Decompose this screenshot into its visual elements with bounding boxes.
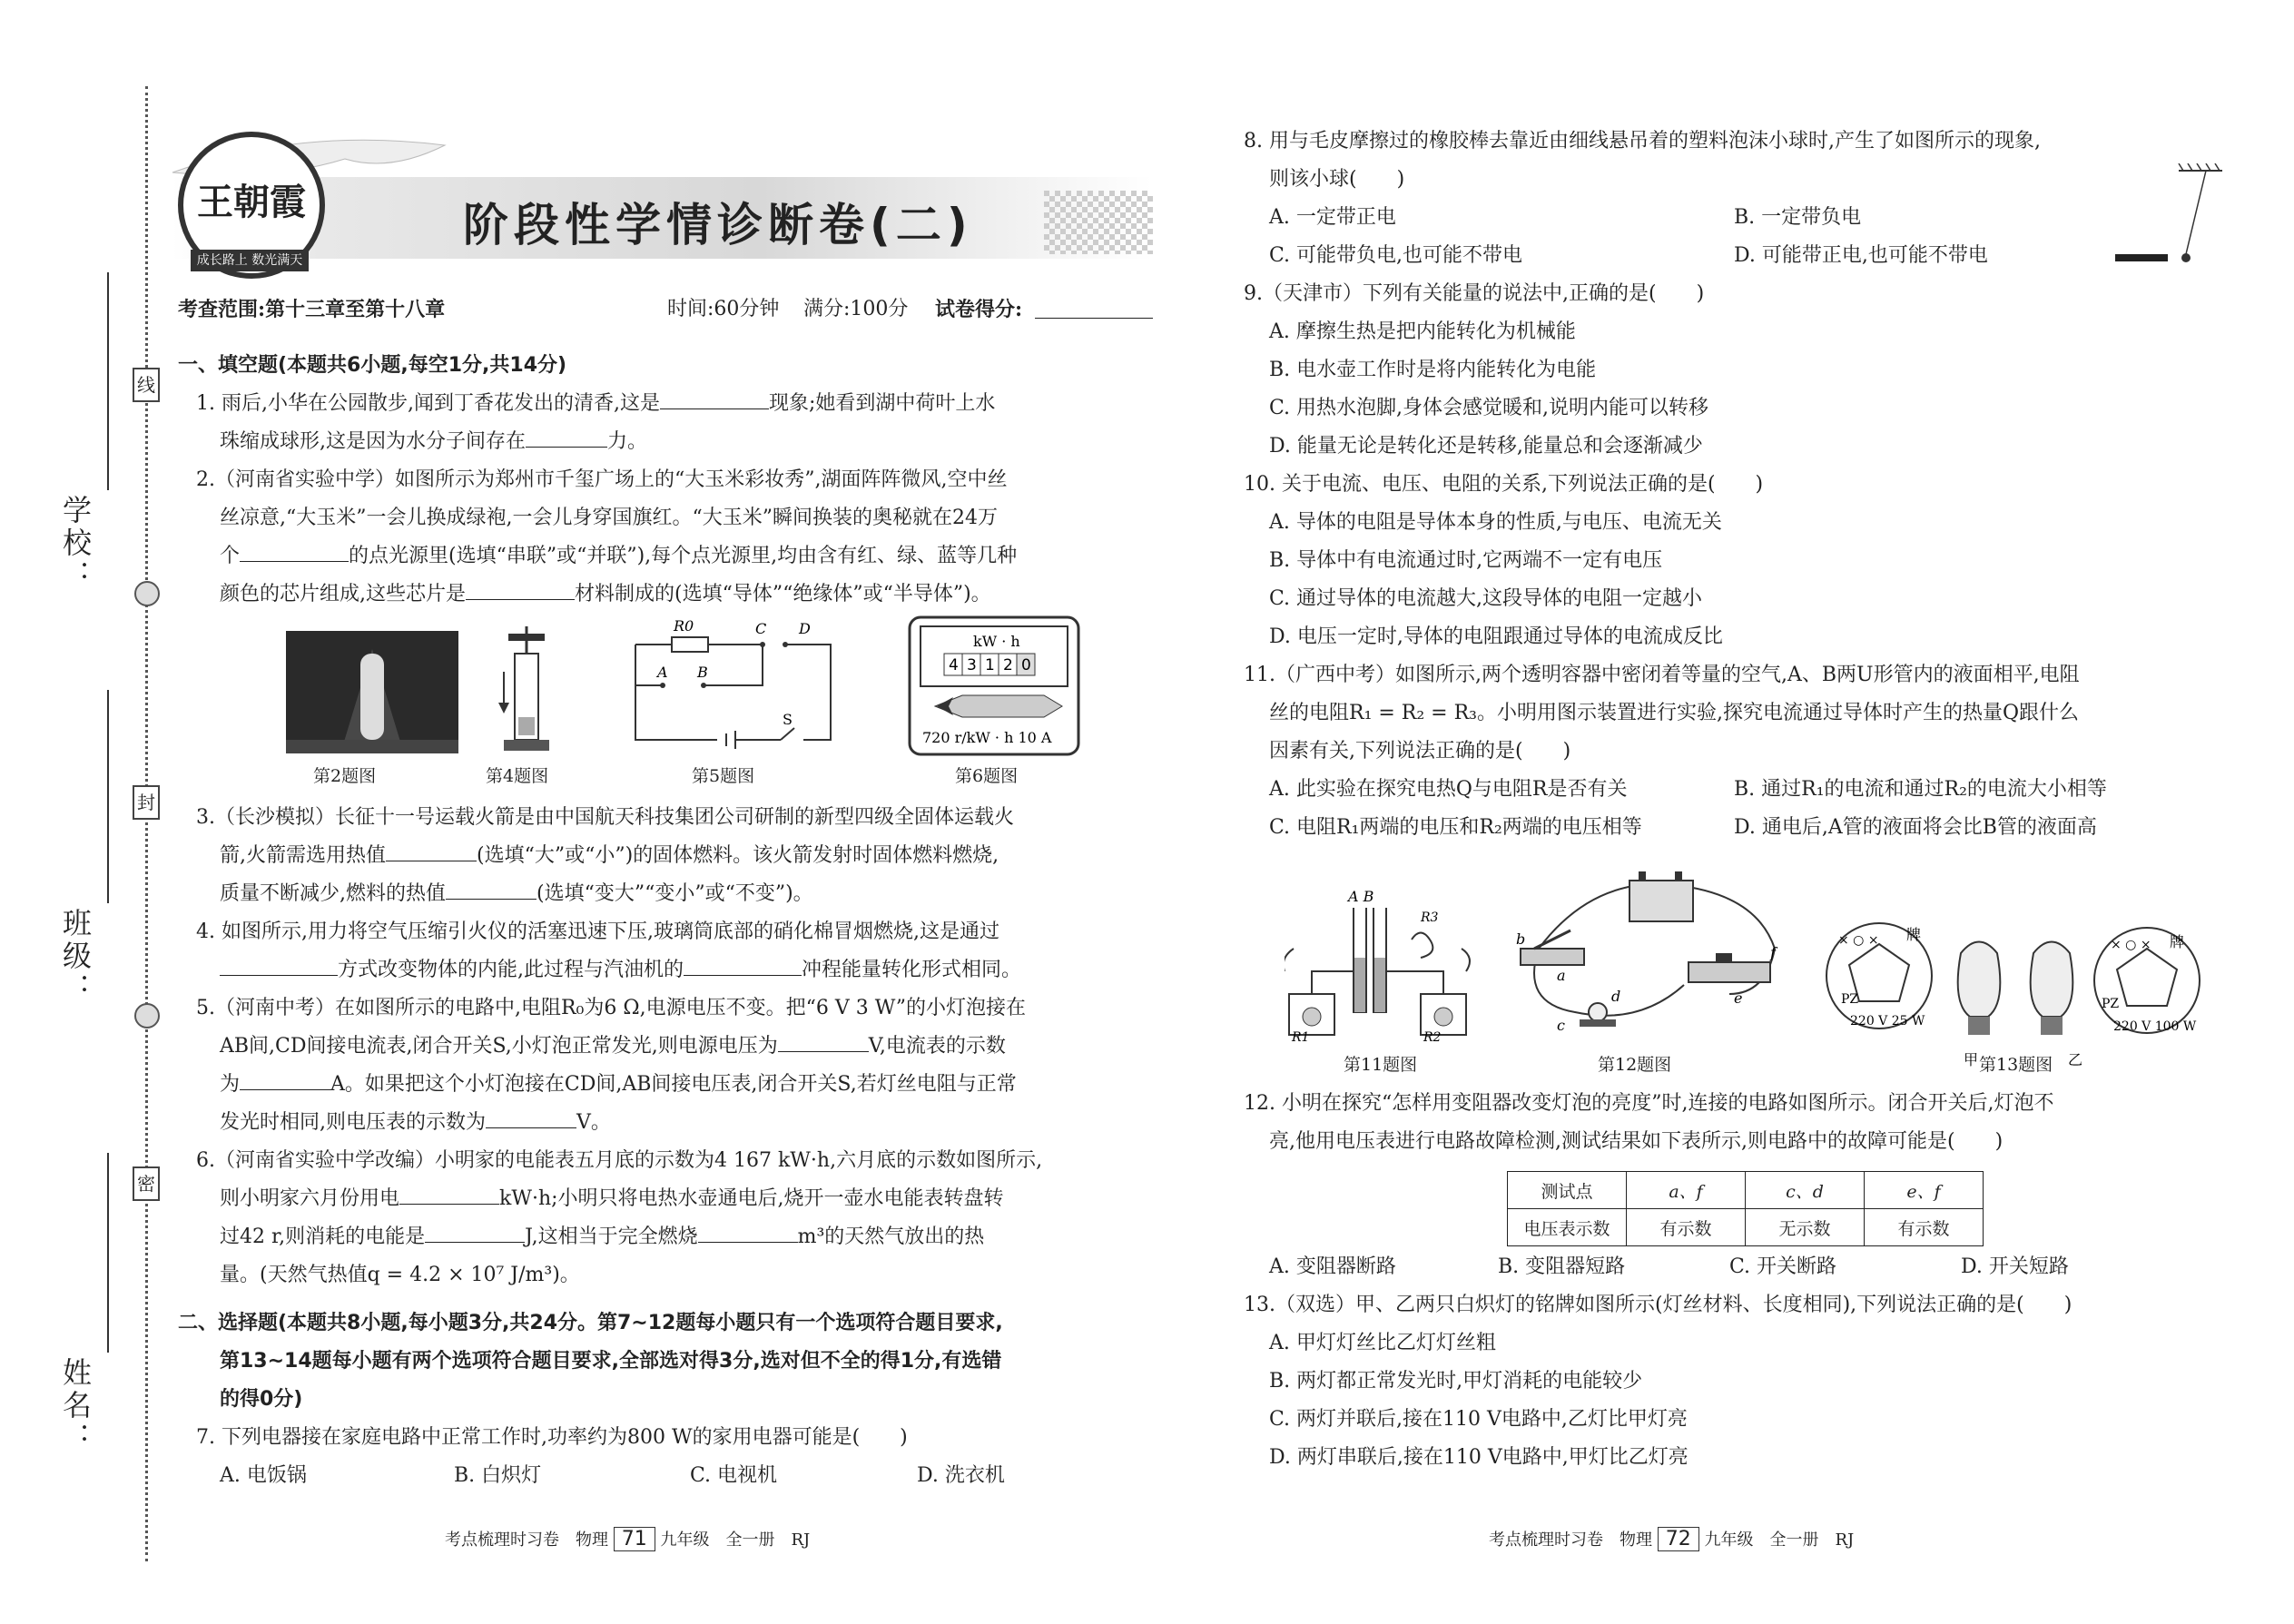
table-cell: c、d <box>1746 1172 1865 1209</box>
fig2-caption: 第2题图 <box>313 766 377 786</box>
school-label: 学校： <box>58 495 93 593</box>
question-4: 4. 如图所示,用力将空气压缩引火仪的活塞迅速下压,玻璃筒底部的硝化棉冒烟燃烧,这是通过 <box>196 920 999 943</box>
section-1-heading: 一、填空题(本题共6小题,每空1分,共14分) <box>178 354 567 377</box>
question-5-line2: AB间,CD间接电流表,闭合开关S,小灯泡正常发光,则电源电压为 V,电流表的示数 <box>220 1028 1006 1066</box>
fig12-rheostat-circuit <box>1502 858 1784 1039</box>
q4-blank-1[interactable] <box>220 951 338 976</box>
q10-option-b[interactable]: B. 导体中有电流通过时,它两端不一定有电压 <box>1269 549 1663 572</box>
question-3-line3: 质量不断减少,燃料的热值 (选填“变大”“变小”或“不变”)。 <box>220 875 813 913</box>
fig4-caption: 第4题图 <box>486 766 549 786</box>
question-9: 9.（天津市）下列有关能量的说法中,正确的是( ) <box>1244 282 1705 305</box>
q1-blank-2[interactable] <box>526 423 607 448</box>
logo-text: 王朝霞 <box>197 181 306 223</box>
q6-blank-2[interactable] <box>425 1218 525 1243</box>
q10-option-c[interactable]: C. 通过导体的电流越大,这段导体的电阻一定越小 <box>1269 587 1703 610</box>
section-2-heading-line3: 的得0分) <box>220 1388 303 1411</box>
q13-option-c[interactable]: C. 两灯并联后,接在110 V电路中,乙灯比甲灯亮 <box>1269 1408 1688 1431</box>
question-6: 6.（河南省实验中学改编）小明家的电能表五月底的示数为4 167 kW·h,六月底的示数如图所示, <box>196 1149 1043 1172</box>
table-row <box>1508 1209 1984 1246</box>
table-cell: e、f <box>1865 1172 1984 1209</box>
score-input-line[interactable] <box>1035 318 1153 319</box>
q12-option-a[interactable]: A. 变阻器断路 <box>1269 1255 1396 1278</box>
school-line[interactable] <box>107 272 109 490</box>
class-label: 班级： <box>58 908 93 1006</box>
q11-option-c[interactable]: C. 电阻R₁两端的电压和R₂两端的电压相等 <box>1269 816 1642 839</box>
fig13-label-jia: 甲 <box>1964 1051 1979 1068</box>
q2-blank-1[interactable] <box>240 537 349 562</box>
fig11-caption: 第11题图 <box>1344 1055 1418 1075</box>
page-number-71: 71 <box>614 1527 655 1551</box>
table-cell: a、f <box>1627 1172 1746 1209</box>
fig5-caption: 第5题图 <box>692 766 755 786</box>
q12-option-d[interactable]: D. 开关短路 <box>1961 1255 2069 1278</box>
q6-blank-3[interactable] <box>698 1218 798 1243</box>
q13-option-b[interactable]: B. 两灯都正常发光时,甲灯消耗的电能较少 <box>1269 1370 1643 1393</box>
footer-left: 考点梳理时习卷 物理 71 九年级 全一册 RJ <box>445 1528 811 1550</box>
q7-option-b[interactable]: B. 白炽灯 <box>454 1464 542 1487</box>
question-8-line2: 则该小球( ) <box>1269 168 1405 191</box>
exam-time: 时间:60分钟 <box>667 298 780 320</box>
fig12-label: c <box>1557 1017 1565 1034</box>
fig6-energy-meter <box>908 615 1080 756</box>
table-cell: 有示数 <box>1865 1209 1984 1246</box>
question-1: 1. 雨后,小华在公园散步,闻到丁香花发出的清香,这是 现象;她看到湖中荷叶上水 <box>196 385 995 423</box>
fig5-label-d: D <box>799 620 811 637</box>
q12-option-c[interactable]: C. 开关断路 <box>1729 1255 1837 1278</box>
question-1-line2: 珠缩成球形,这是因为水分子间存在 力。 <box>220 423 647 461</box>
fig5-label-c: C <box>755 620 767 637</box>
question-2-line3: 个 的点光源里(选填“串联”或“并联”),每个点光源里,均由含有红、绿、蓝等几种 <box>220 537 1017 576</box>
seal-mark-xian: 线 <box>133 368 160 402</box>
q5-blank-2[interactable] <box>240 1066 330 1090</box>
fig12-caption: 第12题图 <box>1598 1055 1672 1075</box>
fig5-circuit <box>626 617 844 753</box>
checker-decoration <box>1044 191 1153 254</box>
q12-option-b[interactable]: B. 变阻器短路 <box>1498 1255 1626 1278</box>
fig13-label-yi: 乙 <box>2068 1051 2083 1068</box>
fig6-digit: 3 <box>967 656 977 674</box>
q10-option-a[interactable]: A. 导体的电阻是导体本身的性质,与电压、电流无关 <box>1269 511 1722 534</box>
q4-blank-2[interactable] <box>684 951 802 976</box>
question-13: 13.（双选）甲、乙两只白炽灯的铭牌如图所示(灯丝材料、长度相同),下列说法正确的是( ) <box>1244 1294 2072 1316</box>
fig2-tower-photo <box>286 631 458 753</box>
question-3-line2: 箭,火箭需选用热值 (选填“大”或“小”)的固体燃料。该火箭发射时固体燃料燃烧, <box>220 837 999 875</box>
question-3: 3.（长沙模拟）长征十一号运载火箭是由中国航天科技集团公司研制的新型四级全固体运载火 <box>196 806 1014 829</box>
seal-mark-mi: 密 <box>133 1166 160 1201</box>
binding-line <box>145 86 148 1561</box>
fig6-unit: kW · h <box>973 633 1020 650</box>
question-5-line3: 为 A。如果把这个小灯泡接在CD间,AB间接电压表,闭合开关S,若灯丝电阻与正常 <box>220 1066 1017 1104</box>
fig12-label: a <box>1557 967 1566 984</box>
fig12-label: f <box>1770 944 1776 961</box>
fig5-label-r0: R0 <box>674 617 694 635</box>
section-2-heading: 二、选择题(本题共8小题,每小题3分,共24分。第7~12题每小题只有一个选项符合题目要求, <box>178 1312 1003 1334</box>
fig6-caption: 第6题图 <box>955 766 1019 786</box>
question-4-line2: 方式改变物体的内能,此过程与汽油机的 冲程能量转化形式相同。 <box>220 951 1021 989</box>
fig11-label-r3: R3 <box>1421 910 1439 925</box>
fig6-digit: 0 <box>1021 656 1031 674</box>
question-11-line2: 丝的电阻R₁ = R₂ = R₃。小明用图示装置进行实验,探究电流通过导体时产生的热量Q跟什么 <box>1269 702 2080 724</box>
question-12-line2: 亮,他用电压表进行电路故障检测,测试结果如下表所示,则电路中的故障可能是( ) <box>1269 1130 2004 1153</box>
fig5-label-s: S <box>783 711 793 728</box>
fig4-compression-igniter <box>495 626 558 753</box>
logo-banner: 成长路上 数光满天 <box>191 250 309 271</box>
q9-option-b[interactable]: B. 电水壶工作时是将内能转化为电能 <box>1269 359 1597 381</box>
q9-option-d[interactable]: D. 能量无论是转化还是转移,能量总和会逐渐减少 <box>1269 435 1703 458</box>
q13-option-a[interactable]: A. 甲灯灯丝比乙灯灯丝粗 <box>1269 1332 1496 1354</box>
q11-option-d[interactable]: D. 通电后,A管的液面将会比B管的液面高 <box>1734 816 2097 839</box>
q8-option-b[interactable]: B. 一定带负电 <box>1734 206 1862 229</box>
question-7: 7. 下列电器接在家庭电路中正常工作时,功率约为800 W的家用电器可能是( ) <box>196 1426 908 1449</box>
q1-blank-1[interactable] <box>660 385 769 409</box>
fig13-pai-1: 牌 <box>1906 926 1922 943</box>
q3-blank-2[interactable] <box>446 875 537 900</box>
footer-right: 考点梳理时习卷 物理 72 九年级 全一册 RJ <box>1489 1528 1855 1550</box>
question-2: 2.（河南省实验中学）如图所示为郑州市千玺广场上的“大玉米彩妆秀”,湖面阵阵微风,空中丝 <box>196 468 1008 491</box>
binding-hole-icon <box>134 581 160 606</box>
question-12: 12. 小明在探究“怎样用变阻器改变灯泡的亮度”时,连接的电路如图所示。闭合开关后,灯泡不 <box>1244 1092 2054 1115</box>
fig11-u-tube-apparatus <box>1285 885 1471 1044</box>
question-11: 11.（广西中考）如图所示,两个透明容器中密闭着等量的空气,A、B两U形管内的液面相平,电阻 <box>1244 664 2080 686</box>
q11-option-a[interactable]: A. 此实验在探究电热Q与电阻R是否有关 <box>1269 778 1628 801</box>
fig13-caption: 第13题图 <box>1979 1055 2053 1075</box>
table-cell: 有示数 <box>1627 1209 1746 1246</box>
fig13-pai-2: 牌 <box>2170 933 2185 950</box>
fig13-lamp1-spec: 220 V 25 W <box>1850 1014 1925 1029</box>
fig11-label-ab: A B <box>1348 888 1374 905</box>
fig6-digit: 4 <box>949 656 959 674</box>
question-6-line2: 则小明家六月份用电 kW·h;小明只将电热水壶通电后,烧开一壶水电能表转盘转 <box>220 1180 1004 1218</box>
question-6-line3: 过42 r,则消耗的电能是 J,这相当于完全燃烧 m³的天然气放出的热 <box>220 1218 984 1256</box>
question-5-line4: 发光时相同,则电压表的示数为 V。 <box>220 1104 611 1142</box>
question-2-line4: 颜色的芯片组成,这些芯片是 材料制成的(选填“导体”“绝缘体”或“半导体”)。 <box>220 576 991 614</box>
exam-scope: 考查范围:第十三章至第十八章 <box>178 298 446 321</box>
q2-blank-2[interactable] <box>466 576 575 600</box>
section-2-heading-line2: 第13~14题每小题有两个选项符合题目要求,全部选对得3分,选对但不全的得1分,有选错 <box>220 1350 1002 1373</box>
q7-option-c[interactable]: C. 电视机 <box>690 1464 778 1487</box>
q8-option-a[interactable]: A. 一定带正电 <box>1269 206 1396 229</box>
name-label: 姓名： <box>58 1357 93 1455</box>
fig12-label: b <box>1516 930 1526 948</box>
table-row <box>1508 1172 1984 1209</box>
fig6-digit: 1 <box>985 656 995 674</box>
question-6-line4: 量。(天然气热值q = 4.2 × 10⁷ J/m³)。 <box>220 1264 580 1286</box>
fig5-label-b: B <box>697 664 708 681</box>
q9-option-a[interactable]: A. 摩擦生热是把内能转化为机械能 <box>1269 320 1576 343</box>
fig12-label: d <box>1611 988 1621 1005</box>
exam-score-label: 试卷得分: <box>935 298 1023 321</box>
q8-option-d[interactable]: D. 可能带正电,也可能不带电 <box>1734 244 1988 267</box>
question-10: 10. 关于电流、电压、电阻的关系,下列说法正确的是( ) <box>1244 473 1764 496</box>
q8-option-c[interactable]: C. 可能带负电,也可能不带电 <box>1269 244 1523 267</box>
q13-option-d[interactable]: D. 两灯串联后,接在110 V电路中,甲灯比乙灯亮 <box>1269 1446 1689 1469</box>
q9-option-c[interactable]: C. 用热水泡脚,身体会感觉暖和,说明内能可以转移 <box>1269 397 1709 419</box>
fig13-lamp2-spec: 220 V 100 W <box>2113 1019 2197 1034</box>
q11-option-b[interactable]: B. 通过R₁的电流和通过R₂的电流大小相等 <box>1734 778 2107 801</box>
binding-hole-icon <box>134 1003 160 1029</box>
fig5-label-a: A <box>657 664 668 681</box>
fig12-label: e <box>1734 989 1743 1007</box>
table-cell: 测试点 <box>1508 1172 1627 1209</box>
seal-mark-feng: 封 <box>133 785 160 820</box>
table-cell: 电压表示数 <box>1508 1209 1627 1246</box>
fig13-bulb-nameplates <box>1825 912 2206 1071</box>
exam-full-score: 满分:100分 <box>803 298 909 320</box>
table-cell: 无示数 <box>1746 1209 1865 1246</box>
question-5: 5.（河南中考）在如图所示的电路中,电阻R₀为6 Ω,电源电压不变。把“6 V 3 W”的小灯泡接在 <box>196 997 1026 1019</box>
svg-text:× ○ ×: × ○ × <box>2111 938 2151 952</box>
q10-option-d[interactable]: D. 电压一定时,导体的电阻跟通过导体的电流成反比 <box>1269 625 1723 648</box>
question-2-line2: 丝凉意,“大玉米”一会儿换成绿袍,一会儿身穿国旗红。“大玉米”瞬间换装的奥秘就在24万 <box>220 507 998 529</box>
question-11-line3: 因素有关,下列说法正确的是( ) <box>1269 740 1571 763</box>
fig13-pz-2: PZ <box>2102 997 2120 1011</box>
fig11-label-r2: R2 <box>1423 1030 1442 1044</box>
q7-option-d[interactable]: D. 洗衣机 <box>917 1464 1005 1487</box>
class-line[interactable] <box>107 690 109 903</box>
question-8: 8. 用与毛皮摩擦过的橡胶棒去靠近由细线悬吊着的塑料泡沫小球时,产生了如图所示的现象, <box>1244 130 2041 153</box>
name-line[interactable] <box>107 1153 109 1353</box>
fig6-digit: 2 <box>1003 656 1013 674</box>
q7-option-a[interactable]: A. 电饭锅 <box>220 1464 307 1487</box>
fig6-spec: 720 r/kW · h 10 A <box>922 729 1052 746</box>
q3-blank-1[interactable] <box>386 837 477 861</box>
q5-blank-1[interactable] <box>778 1028 869 1052</box>
fig8-suspended-ball <box>2115 163 2224 268</box>
page-title: 阶段性学情诊断卷(二) <box>463 199 973 251</box>
page-number-72: 72 <box>1658 1527 1699 1551</box>
fig11-label-r1: R1 <box>1292 1030 1310 1044</box>
q5-blank-3[interactable] <box>486 1104 576 1128</box>
q12-result-table <box>1507 1171 1984 1246</box>
q6-blank-1[interactable] <box>399 1180 499 1205</box>
svg-text:× ○ ×: × ○ × <box>1838 933 1879 948</box>
fig13-pz-1: PZ <box>1841 992 1859 1007</box>
